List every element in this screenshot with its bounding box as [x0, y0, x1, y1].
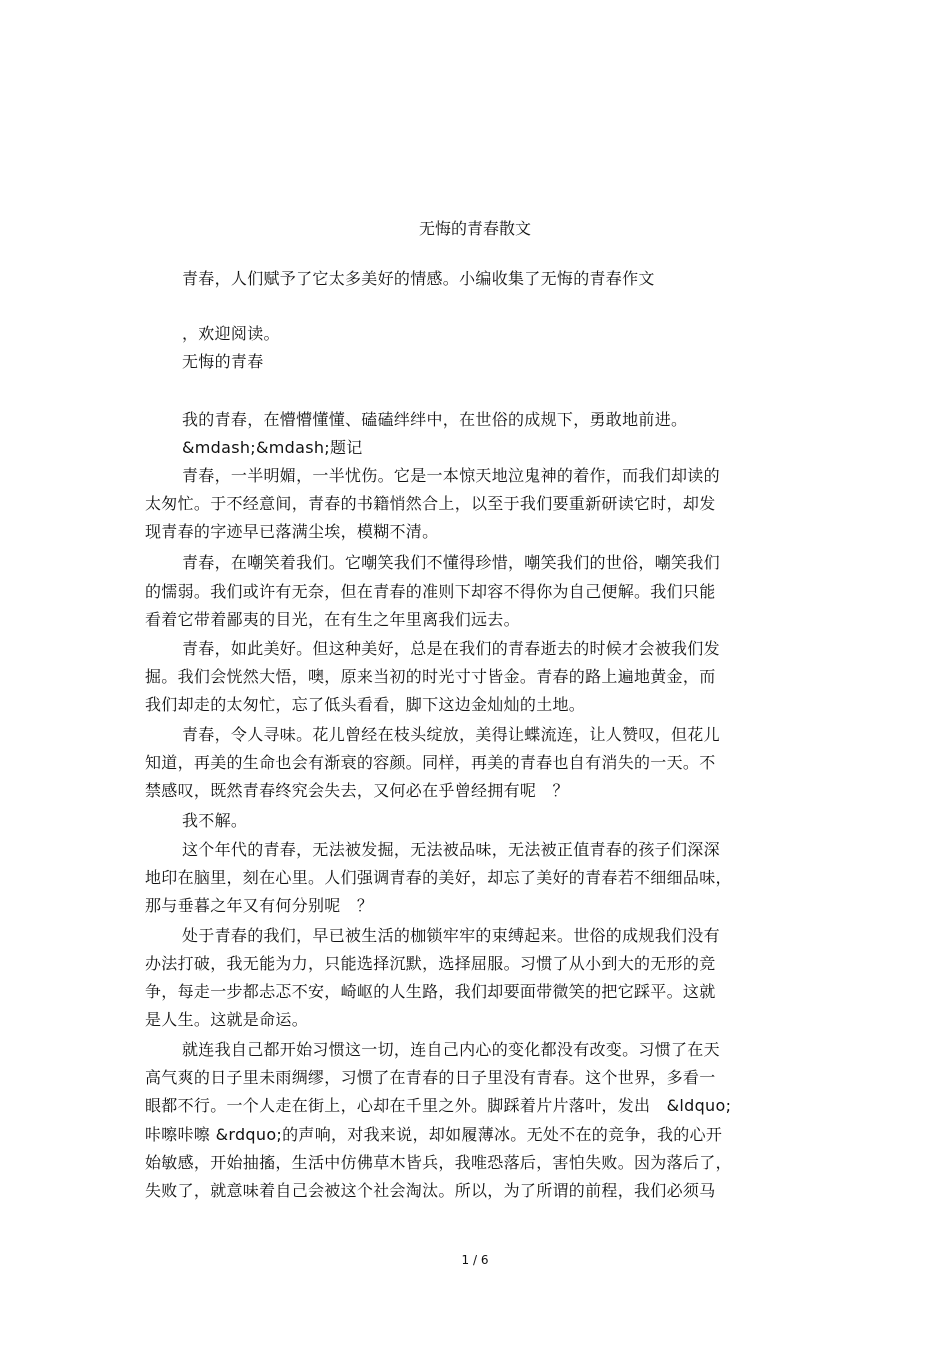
intro-line: ，欢迎阅读。 — [182, 324, 280, 343]
body-line: 看着它带着鄙夷的目光，在有生之年里离我们远去。 — [145, 610, 520, 629]
body-line: 咔嚓咔嚓 &rdquo;的声响，对我来说，却如履薄冰。无处不在的竞争，我的心开 — [145, 1125, 723, 1144]
body-line: 我不解。 — [182, 811, 248, 830]
body-line: 青春，在嘲笑着我们。它嘲笑我们不懂得珍惜，嘲笑我们的世俗，嘲笑我们 — [182, 553, 720, 572]
document-title: 无悔的青春散文 — [418, 219, 531, 238]
body-line: 就连我自己都开始习惯这一切，连自己内心的变化都没有改变。习惯了在天 — [182, 1040, 720, 1059]
section-heading: 无悔的青春 — [182, 352, 264, 371]
body-line: 的懦弱。我们或许有无奈，但在青春的准则下却容不得你为自己便解。我们只能 — [145, 582, 716, 601]
body-line: 现青春的字迹早已落满尘埃，模糊不清。 — [145, 522, 439, 541]
body-line: 青春，如此美好。但这种美好，总是在我们的青春逝去的时候才会被我们发 — [182, 639, 720, 658]
body-line: 太匆忙。于不经意间，青春的书籍悄然合上，以至于我们要重新研读它时，却发 — [145, 494, 716, 513]
body-line: 地印在脑里，刻在心里。人们强调青春的美好，却忘了美好的青春若不细细品味， — [145, 868, 732, 887]
epigraph-attribution: &mdash;&mdash;题记 — [182, 438, 363, 457]
body-line: 那与垂暮之年又有何分别呢 ？ — [145, 896, 374, 915]
body-line: 眼都不行。一个人走在街上，心却在千里之外。脚踩着片片落叶，发出 &ldquo; — [145, 1096, 732, 1115]
body-line: 争，每走一步都忐忑不安，崎岖的人生路，我们却要面带微笑的把它踩平。这就 — [145, 982, 716, 1001]
epigraph-line: 我的青春，在懵懵懂懂、磕磕绊绊中，在世俗的成规下，勇敢地前进。 — [182, 410, 688, 429]
body-line: 青春，一半明媚，一半忧伤。它是一本惊天地泣鬼神的着作，而我们却读的 — [182, 466, 720, 485]
body-line: 始敏感，开始抽搐，生活中仿佛草木皆兵，我唯恐落后，害怕失败。因为落后了， — [145, 1153, 732, 1172]
body-line: 掘。我们会恍然大悟，噢，原来当初的时光寸寸皆金。青春的路上遍地黄金，而 — [145, 667, 716, 686]
body-line: 办法打破，我无能为力，只能选择沉默，选择屈服。习惯了从小到大的无形的竞 — [145, 954, 716, 973]
body-line: 高气爽的日子里未雨绸缪，习惯了在青春的日子里没有青春。这个世界，多看一 — [145, 1068, 716, 1087]
page-number: 1 / 6 — [461, 1253, 489, 1267]
body-line: 这个年代的青春，无法被发掘，无法被品味，无法被正值青春的孩子们深深 — [182, 840, 720, 859]
body-line: 是人生。这就是命运。 — [145, 1010, 309, 1029]
body-line: 处于青春的我们，早已被生活的枷锁牢牢的束缚起来。世俗的成规我们没有 — [182, 926, 720, 945]
body-line: 知道，再美的生命也会有渐衰的容颜。同样，再美的青春也自有消失的一天。不 — [145, 753, 716, 772]
intro-line: 青春，人们赋予了它太多美好的情感。小编收集了无悔的青春作文 — [182, 269, 655, 288]
body-line: 禁感叹，既然青春终究会失去，又何必在乎曾经拥有呢 ？ — [145, 781, 569, 800]
body-line: 失败了，就意味着自己会被这个社会淘汰。所以，为了所谓的前程，我们必须马 — [145, 1181, 716, 1200]
body-line: 青春，令人寻味。花儿曾经在枝头绽放，美得让蝶流连，让人赞叹，但花儿 — [182, 725, 720, 744]
body-line: 我们却走的太匆忙，忘了低头看看，脚下这边金灿灿的土地。 — [145, 695, 586, 714]
